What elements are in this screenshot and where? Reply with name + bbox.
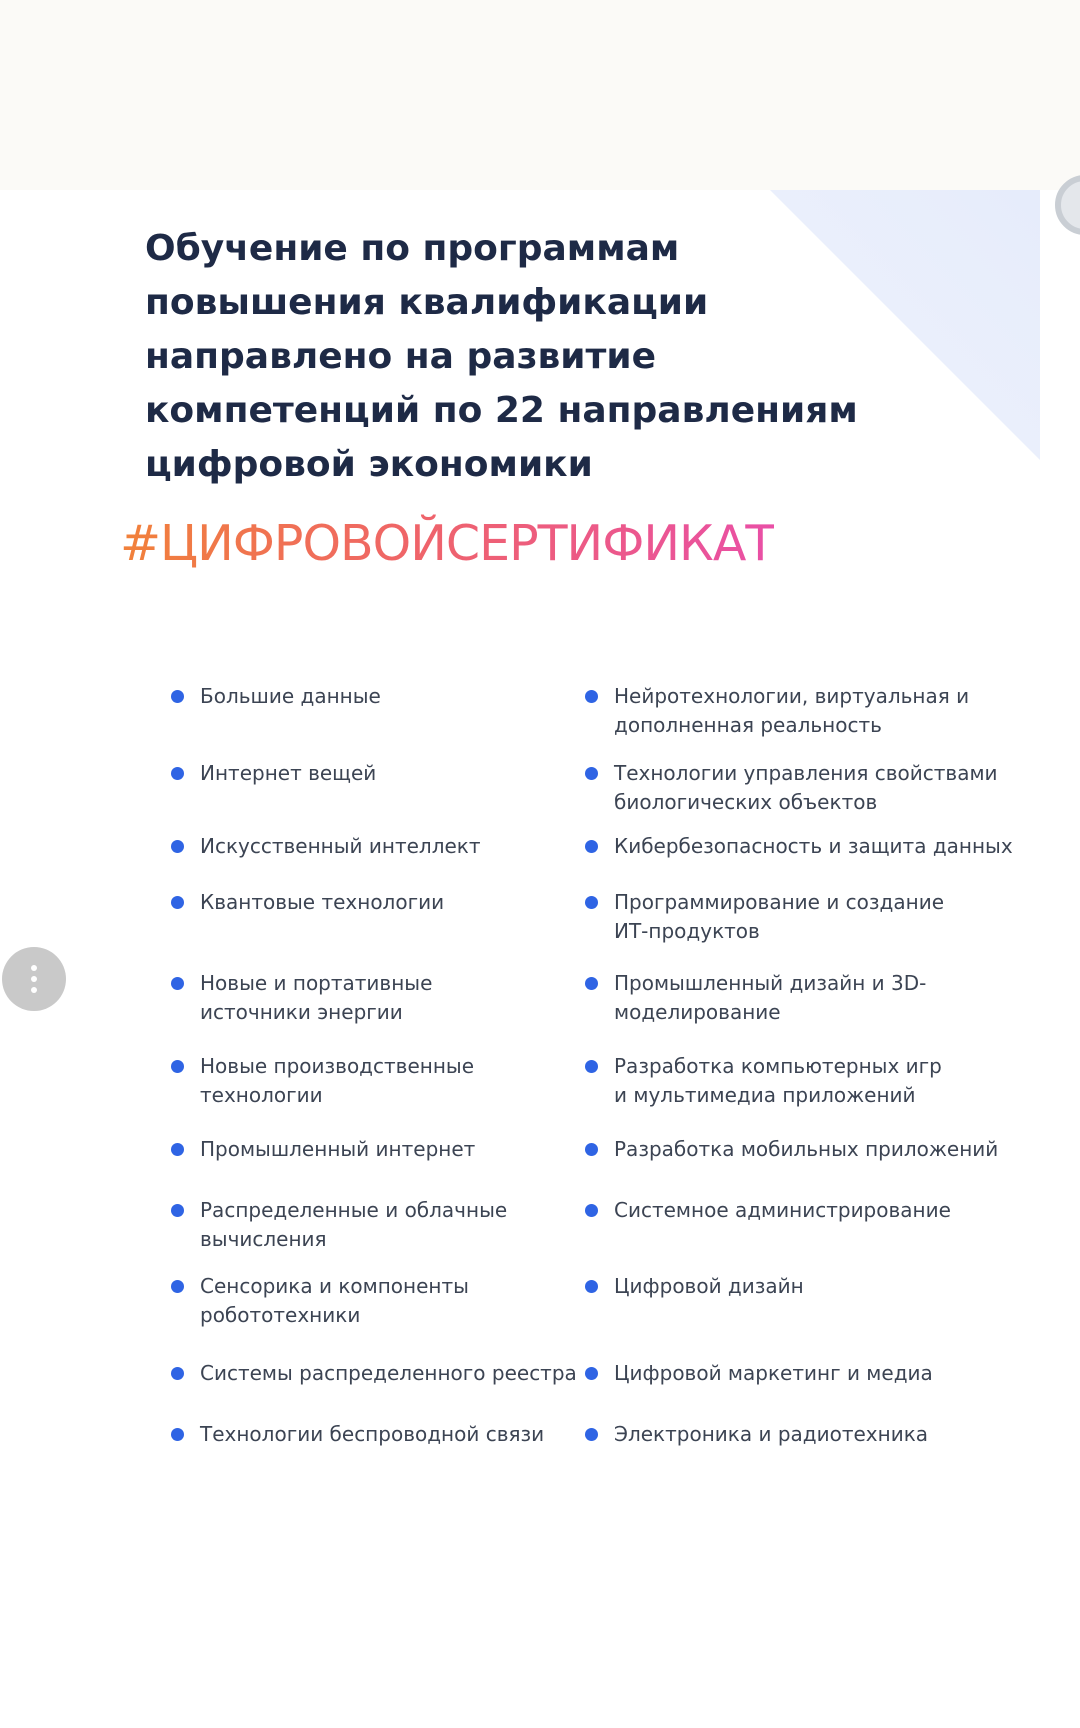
- direction-item: [614, 888, 944, 946]
- bullet-dot-icon: [585, 840, 598, 853]
- direction-item: [200, 682, 381, 711]
- direction-label-line: Разработка мобильных приложений: [614, 1137, 999, 1161]
- direction-label: [614, 1359, 933, 1388]
- direction-item: [614, 682, 969, 740]
- bullet-dot-icon: [585, 767, 598, 780]
- direction-label: [200, 1052, 474, 1110]
- direction-item: [200, 1196, 507, 1254]
- direction-label-line: Интернет вещей: [200, 761, 377, 785]
- direction-label-line: Сенсорика и компоненты: [200, 1274, 469, 1298]
- bullet-dot-icon: [171, 1367, 184, 1380]
- direction-item: [200, 1052, 474, 1110]
- direction-label: [614, 1420, 928, 1449]
- direction-item: [614, 1359, 933, 1388]
- direction-item: [200, 888, 444, 917]
- side-menu-button[interactable]: [2, 947, 66, 1011]
- direction-label: [200, 682, 381, 711]
- direction-label-line: Разработка компьютерных игр: [614, 1054, 942, 1078]
- direction-item: [614, 1272, 804, 1301]
- direction-label: [200, 1420, 544, 1449]
- bullet-dot-icon: [171, 1060, 184, 1073]
- direction-label: [200, 888, 444, 917]
- direction-label: [614, 969, 926, 1027]
- bullet-dot-icon: [171, 896, 184, 909]
- direction-label-line: Новые и портативные: [200, 971, 433, 995]
- direction-label-line: дополненная реальность: [614, 713, 882, 737]
- direction-item: [200, 1135, 475, 1164]
- direction-item: [200, 1272, 469, 1330]
- direction-label: [200, 1196, 507, 1254]
- direction-label-line: Нейротехнологии, виртуальная и: [614, 684, 970, 708]
- bullet-dot-icon: [171, 767, 184, 780]
- direction-item: [614, 1135, 998, 1164]
- direction-item: [200, 832, 481, 861]
- direction-label: [200, 1272, 469, 1330]
- direction-label-line: Распределенные и облачные: [200, 1198, 508, 1222]
- direction-label-line: Системное администрирование: [614, 1198, 951, 1222]
- direction-label: [614, 1135, 998, 1164]
- direction-label: [614, 1052, 942, 1110]
- top-blank-area: [0, 0, 1080, 190]
- direction-label-line: Цифровой маркетинг и медиа: [614, 1361, 933, 1385]
- direction-label-line: и мультимедиа приложений: [614, 1083, 916, 1107]
- direction-label-line: Кибербезопасность и защита данных: [614, 834, 1013, 858]
- direction-label-line: Системы распределенного реестра: [200, 1361, 577, 1385]
- bullet-dot-icon: [585, 690, 598, 703]
- bullet-dot-icon: [171, 1428, 184, 1441]
- bullet-dot-icon: [585, 977, 598, 990]
- direction-item: [614, 759, 998, 817]
- direction-label-line: Электроника и радиотехника: [614, 1422, 929, 1446]
- bullet-dot-icon: [585, 1428, 598, 1441]
- bullet-dot-icon: [171, 1143, 184, 1156]
- direction-item: [614, 832, 1013, 861]
- bullet-dot-icon: [585, 1060, 598, 1073]
- direction-label: [200, 969, 432, 1027]
- direction-label-line: Технологии управления свойствами: [614, 761, 998, 785]
- direction-item: [614, 1052, 942, 1110]
- page-title-line: направлено на развитие: [145, 336, 656, 377]
- direction-item: [614, 969, 926, 1027]
- direction-item: [200, 1420, 544, 1449]
- hashtag-title: #ЦИФРОВОЙСЕРТИФИКАТ: [120, 512, 774, 576]
- direction-label: [614, 888, 944, 946]
- direction-label-line: Программирование и создание: [614, 890, 944, 914]
- bullet-dot-icon: [585, 1204, 598, 1217]
- bullet-dot-icon: [171, 840, 184, 853]
- direction-item: [614, 1420, 928, 1449]
- page-title: [145, 222, 858, 492]
- direction-label-line: Промышленный дизайн и 3D-: [614, 971, 927, 995]
- direction-item: [200, 1359, 577, 1388]
- bullet-dot-icon: [585, 896, 598, 909]
- direction-label: [614, 832, 1013, 861]
- direction-label-line: моделирование: [614, 1000, 781, 1024]
- direction-label: [614, 1196, 951, 1225]
- direction-item: [200, 759, 376, 788]
- direction-label-line: Цифровой дизайн: [614, 1274, 804, 1298]
- direction-label-line: Промышленный интернет: [200, 1137, 476, 1161]
- direction-label-line: Большие данные: [200, 684, 381, 708]
- direction-label-line: ИТ-продуктов: [614, 919, 760, 943]
- direction-label: [200, 1359, 577, 1388]
- direction-label: [200, 1135, 475, 1164]
- page-title-line: повышения квалификации: [145, 282, 709, 323]
- bullet-dot-icon: [585, 1143, 598, 1156]
- direction-label: [200, 759, 376, 788]
- direction-item: [614, 1196, 951, 1225]
- page-title-line: компетенций по 22 направлениям: [145, 390, 858, 431]
- direction-label-line: источники энергии: [200, 1000, 403, 1024]
- direction-label: [614, 759, 998, 817]
- bullet-dot-icon: [171, 1204, 184, 1217]
- page-title-line: цифровой экономики: [145, 444, 593, 485]
- direction-label-line: Технологии беспроводной связи: [200, 1422, 545, 1446]
- direction-label-line: биологических объектов: [614, 790, 878, 814]
- bullet-dot-icon: [585, 1367, 598, 1380]
- bullet-dot-icon: [171, 1280, 184, 1293]
- direction-label-line: Квантовые технологии: [200, 890, 445, 914]
- direction-label-line: Новые производственные: [200, 1054, 474, 1078]
- direction-label-line: робототехники: [200, 1303, 361, 1327]
- direction-label-line: вычисления: [200, 1227, 327, 1251]
- direction-item: [200, 969, 432, 1027]
- direction-label-line: технологии: [200, 1083, 323, 1107]
- direction-label-line: Искусственный интеллект: [200, 834, 481, 858]
- direction-label: [200, 832, 481, 861]
- bullet-dot-icon: [171, 977, 184, 990]
- page-title-line: Обучение по программам: [145, 228, 680, 269]
- direction-label: [614, 682, 969, 740]
- bullet-dot-icon: [171, 690, 184, 703]
- direction-label: [614, 1272, 804, 1301]
- bullet-dot-icon: [585, 1280, 598, 1293]
